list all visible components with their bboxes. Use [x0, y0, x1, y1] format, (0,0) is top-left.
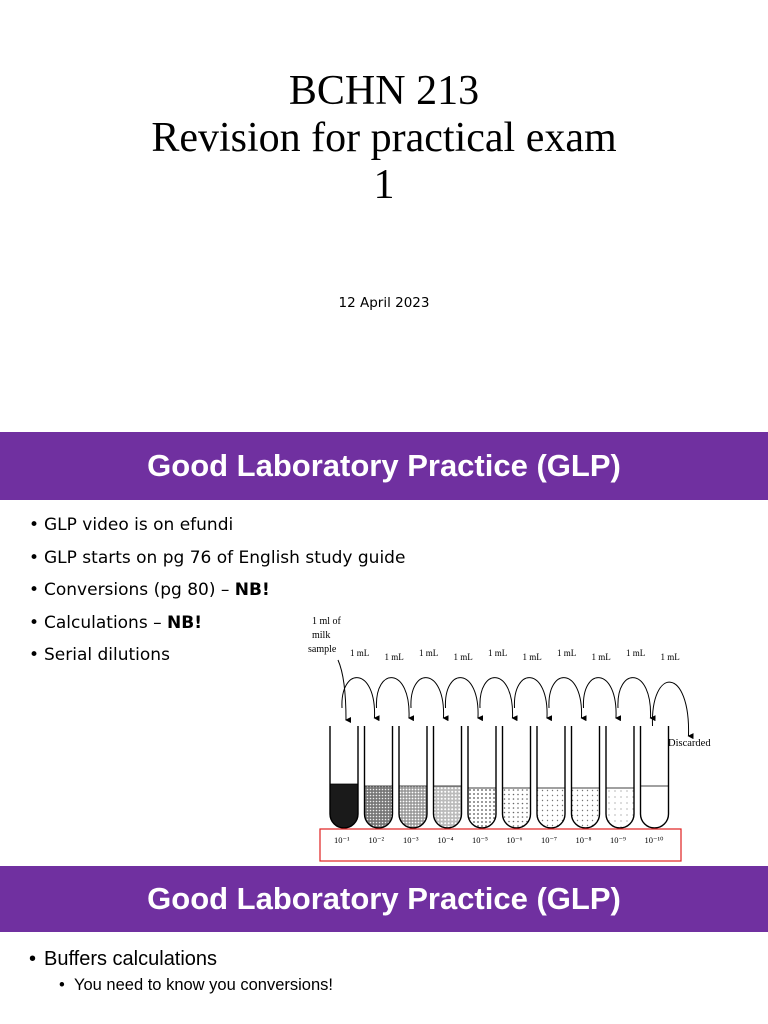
bullet-emphasis: NB! [167, 612, 202, 633]
transfer-label: 1 mL [488, 648, 508, 658]
transfer-label: 1 mL [660, 652, 680, 662]
bullet-icon: • [29, 515, 40, 535]
slide-banner: Good Laboratory Practice (GLP) [0, 432, 768, 500]
transfer-label: 1 mL [384, 652, 404, 662]
bullet-icon: • [29, 645, 40, 665]
dilution-label: 10⁻⁶ [506, 835, 523, 845]
transfer-arrow-icon [652, 682, 688, 736]
title-slide [0, 0, 768, 430]
sample-label: sample [308, 644, 337, 655]
bullet-icon: • [29, 580, 40, 600]
dilution-label: 10⁻¹ [334, 835, 350, 845]
serial-dilution-diagram [300, 608, 711, 860]
bullet-emphasis: NB! [234, 580, 270, 600]
bullet-text: You need to know you conversions! [74, 976, 333, 994]
dilution-label: 10⁻⁷ [541, 835, 557, 845]
transfer-label: 1 mL [350, 648, 370, 658]
slide-title [0, 68, 768, 209]
bullet-text: GLP starts on pg 76 of English study guide [44, 547, 406, 568]
slide-banner: Good Laboratory Practice (GLP) [0, 866, 768, 932]
transfer-label: 1 mL [453, 652, 473, 662]
list-item [29, 948, 217, 971]
list-item [59, 976, 333, 995]
bullet-text: Serial dilutions [44, 645, 170, 665]
transfer-label: 1 mL [626, 648, 646, 658]
bullet-list [29, 948, 217, 971]
list-item [29, 514, 405, 547]
title-line: Revision for practical exam [151, 115, 617, 161]
tube-liquid [468, 788, 496, 828]
transfer-arrow-icon [376, 678, 409, 718]
tube-liquid [606, 788, 634, 828]
bullet-text: Calculations – [44, 612, 168, 633]
tube-liquid [434, 786, 462, 828]
tube-liquid [330, 784, 358, 828]
dilution-label: 10⁻⁸ [575, 835, 592, 845]
title-line: 1 [373, 162, 395, 208]
transfer-arrow-icon [583, 678, 616, 718]
dilution-label: 10⁻⁴ [437, 835, 454, 845]
discarded-label: Discarded [668, 738, 711, 749]
list-item [29, 547, 405, 580]
dilution-label: 10⁻² [368, 835, 385, 845]
transfer-arrow-icon [618, 678, 651, 718]
transfer-arrow-icon [514, 678, 547, 718]
buffers-slide [0, 864, 768, 1024]
sample-label: milk [312, 630, 331, 641]
bullet-icon: • [29, 612, 40, 633]
dilution-label: 10⁻⁵ [472, 835, 488, 845]
transfer-arrow-icon [445, 678, 478, 718]
bullet-text: Buffers calculations [44, 948, 218, 970]
dilution-highlight-box [320, 829, 681, 861]
slide-date: 12 April 2023 [338, 295, 430, 311]
sample-label: 1 ml of [312, 616, 341, 627]
bullet-icon: • [59, 976, 65, 994]
sample-arrow-icon [338, 660, 346, 720]
transfer-arrow-icon [411, 678, 444, 718]
dilution-label: 10⁻⁹ [610, 835, 626, 845]
transfer-arrow-icon [480, 678, 513, 718]
dilution-label: 10⁻¹⁰ [644, 835, 664, 845]
bullet-icon: • [29, 547, 40, 568]
transfer-label: 1 mL [591, 652, 611, 662]
bullet-text: GLP video is on efundi [44, 515, 234, 535]
title-line: BCHN 213 [288, 68, 480, 114]
tube-liquid [641, 786, 669, 828]
list-item [29, 579, 405, 612]
sub-bullet-list [59, 976, 333, 995]
tube-liquid [503, 788, 531, 828]
transfer-arrow-icon [549, 678, 582, 718]
transfer-label: 1 mL [522, 652, 542, 662]
bullet-text: Conversions (pg 80) – [44, 580, 235, 600]
bullet-icon: • [29, 948, 37, 970]
tube-liquid [537, 788, 565, 828]
tube-liquid [365, 786, 393, 828]
transfer-arrow-icon [342, 678, 375, 718]
transfer-label: 1 mL [419, 648, 439, 658]
glp-slide [0, 430, 768, 864]
tube-liquid [572, 788, 600, 828]
tube-liquid [399, 786, 427, 828]
transfer-label: 1 mL [557, 648, 577, 658]
dilution-label: 10⁻³ [403, 835, 419, 845]
